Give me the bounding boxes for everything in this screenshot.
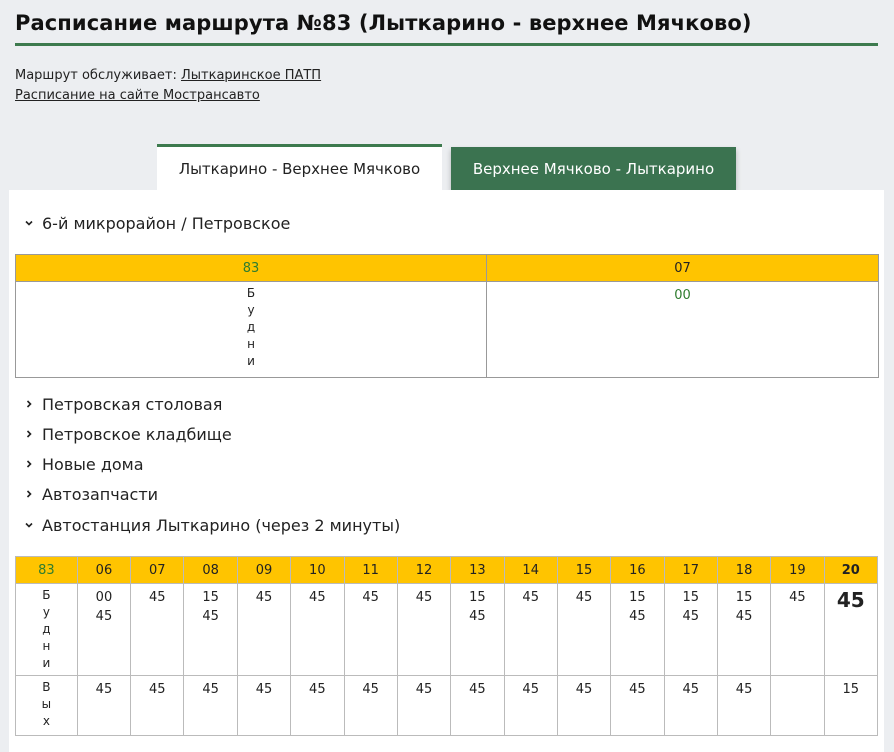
departure-minute: 45 (469, 682, 486, 697)
hour-header: 16 (611, 557, 664, 584)
minutes-cell (717, 584, 770, 676)
chevron-down-icon (24, 217, 34, 231)
departure-minute: 45 (95, 682, 113, 697)
departure-minute: 45 (255, 590, 273, 605)
hour-header: 18 (717, 557, 770, 584)
route-number: 83 (16, 255, 487, 282)
minutes-cell (344, 676, 397, 736)
minutes-cell (824, 584, 877, 676)
departure-minute: 15 (842, 682, 860, 697)
tab-label: Верхнее Мячково - Лыткарино (472, 159, 715, 178)
minutes-cell (771, 676, 824, 736)
tab-label: Лыткарино - Верхнее Мячково (178, 159, 421, 178)
title-divider (15, 43, 878, 46)
minutes-cell (184, 676, 237, 736)
departure-minute: 45 (575, 682, 593, 697)
departure-minute: 45 (149, 590, 166, 605)
departure-minute: 15 (469, 590, 486, 605)
departure-minute: 15 (202, 590, 219, 605)
hour-header: 07 (487, 255, 879, 282)
minutes-cell (237, 584, 290, 676)
hour-header: 17 (664, 557, 717, 584)
departure-minute: 45 (309, 682, 326, 697)
departure-minute: 15 (735, 590, 753, 605)
departure-minute: 45 (362, 590, 379, 605)
minutes-cell (771, 584, 824, 676)
stop-item[interactable] (24, 455, 144, 474)
hour-header: 19 (771, 557, 824, 584)
minutes-cell: 00 (487, 282, 879, 378)
minutes-cell (717, 676, 770, 736)
operator-line (15, 68, 321, 83)
minutes-cell (664, 676, 717, 736)
minutes-cell (557, 584, 610, 676)
hour-header: 08 (184, 557, 237, 584)
hour-header: 15 (557, 557, 610, 584)
minutes-cell (451, 676, 504, 736)
minutes-cell (291, 584, 344, 676)
stop-label: Петровское кладбище (42, 425, 232, 444)
day-type-cell (16, 282, 487, 378)
stop-label: Автостанция Лыткарино (через 2 минуты) (42, 516, 401, 535)
departure-minute: 45 (309, 590, 326, 605)
operator-link[interactable]: Лыткаринское ПАТП (180, 68, 322, 83)
site-line (15, 88, 260, 103)
stop-item[interactable] (24, 214, 290, 233)
departure-minute: 15 (682, 590, 699, 605)
hour-header: 10 (291, 557, 344, 584)
departure-minute: 45 (735, 682, 753, 697)
departure-minute: 45 (629, 609, 646, 624)
stop-item[interactable] (24, 425, 232, 444)
minutes-cell (291, 676, 344, 736)
departure-minute: 15 (629, 590, 646, 605)
departure-minute: 45 (735, 609, 753, 624)
operator-prefix: Маршрут обслуживает: (15, 68, 177, 83)
hour-header: 07 (131, 557, 184, 584)
minutes-cell (611, 676, 664, 736)
minutes-cell (451, 584, 504, 676)
departure-minute: 45 (415, 590, 433, 605)
mostransavto-link[interactable]: Расписание на сайте Мострансавто (15, 88, 260, 103)
hour-header: 14 (504, 557, 557, 584)
hour-header: 09 (237, 557, 290, 584)
minutes-cell (77, 676, 130, 736)
departure-minute: 45 (682, 682, 699, 697)
stop-label: Новые дома (42, 455, 144, 474)
day-type-label: В ы х (41, 680, 52, 728)
chevron-right-icon (24, 488, 34, 502)
departure-minute: 45 (255, 682, 273, 697)
stop-label: Автозапчасти (42, 485, 159, 504)
departure-minute: 45 (149, 682, 166, 697)
hour-header: 06 (77, 557, 130, 584)
route-number: 83 (16, 557, 78, 584)
minutes-cell (504, 676, 557, 736)
chevron-right-icon (24, 458, 34, 472)
stop-item[interactable] (24, 395, 222, 414)
departure-minute: 45 (522, 590, 539, 605)
departure-minute: 45 (789, 590, 806, 605)
stop-label: 6-й микрорайон / Петровское (42, 214, 291, 233)
departure-minute: 45 (469, 609, 486, 624)
stop-schedule-table (15, 556, 878, 736)
day-type-label: Б у д н и (42, 588, 51, 670)
day-type-cell (16, 584, 78, 676)
minutes-cell (344, 584, 397, 676)
departure-minute: 45 (415, 682, 433, 697)
hour-header: 11 (344, 557, 397, 584)
departure-minute: 45 (629, 682, 646, 697)
stop-schedule-table (15, 254, 879, 378)
chevron-right-icon (24, 398, 34, 412)
departure-minute: 45 (682, 609, 699, 624)
minutes-cell (184, 584, 237, 676)
day-type-label: Б у д н и (246, 286, 256, 368)
hour-header: 12 (397, 557, 450, 584)
chevron-right-icon (24, 428, 34, 442)
day-type-cell (16, 676, 78, 736)
minutes-cell (77, 584, 130, 676)
minutes-cell (397, 676, 450, 736)
departure-minute: 45 (202, 682, 219, 697)
minutes-cell (131, 676, 184, 736)
departure-minute: 45 (202, 609, 219, 624)
departure-minute: 45 (575, 590, 593, 605)
departure-minute: 45 (362, 682, 379, 697)
minutes-cell (131, 584, 184, 676)
tab-myachkovo-lytkarino[interactable] (451, 147, 736, 190)
page-title: Расписание маршрута №83 (Лыткарино - верхнее Мячково) (15, 11, 752, 35)
departure-minute: 00 (95, 590, 113, 605)
departure-minute: 45 (95, 609, 113, 624)
tab-lytkarino-myachkovo[interactable] (157, 144, 442, 190)
hour-header: 20 (824, 557, 877, 584)
minutes-cell (504, 584, 557, 676)
minutes-cell (611, 584, 664, 676)
minutes-cell (237, 676, 290, 736)
minutes-cell (397, 584, 450, 676)
stop-label: Петровская столовая (42, 395, 223, 414)
next-departure: 45 (836, 588, 865, 612)
stop-item[interactable] (24, 516, 400, 535)
hour-header: 13 (451, 557, 504, 584)
minutes-cell (557, 676, 610, 736)
stop-item[interactable] (24, 485, 158, 504)
minutes-cell (664, 584, 717, 676)
minutes-cell (824, 676, 877, 736)
chevron-down-icon (24, 519, 34, 533)
departure-minute: 45 (522, 682, 539, 697)
